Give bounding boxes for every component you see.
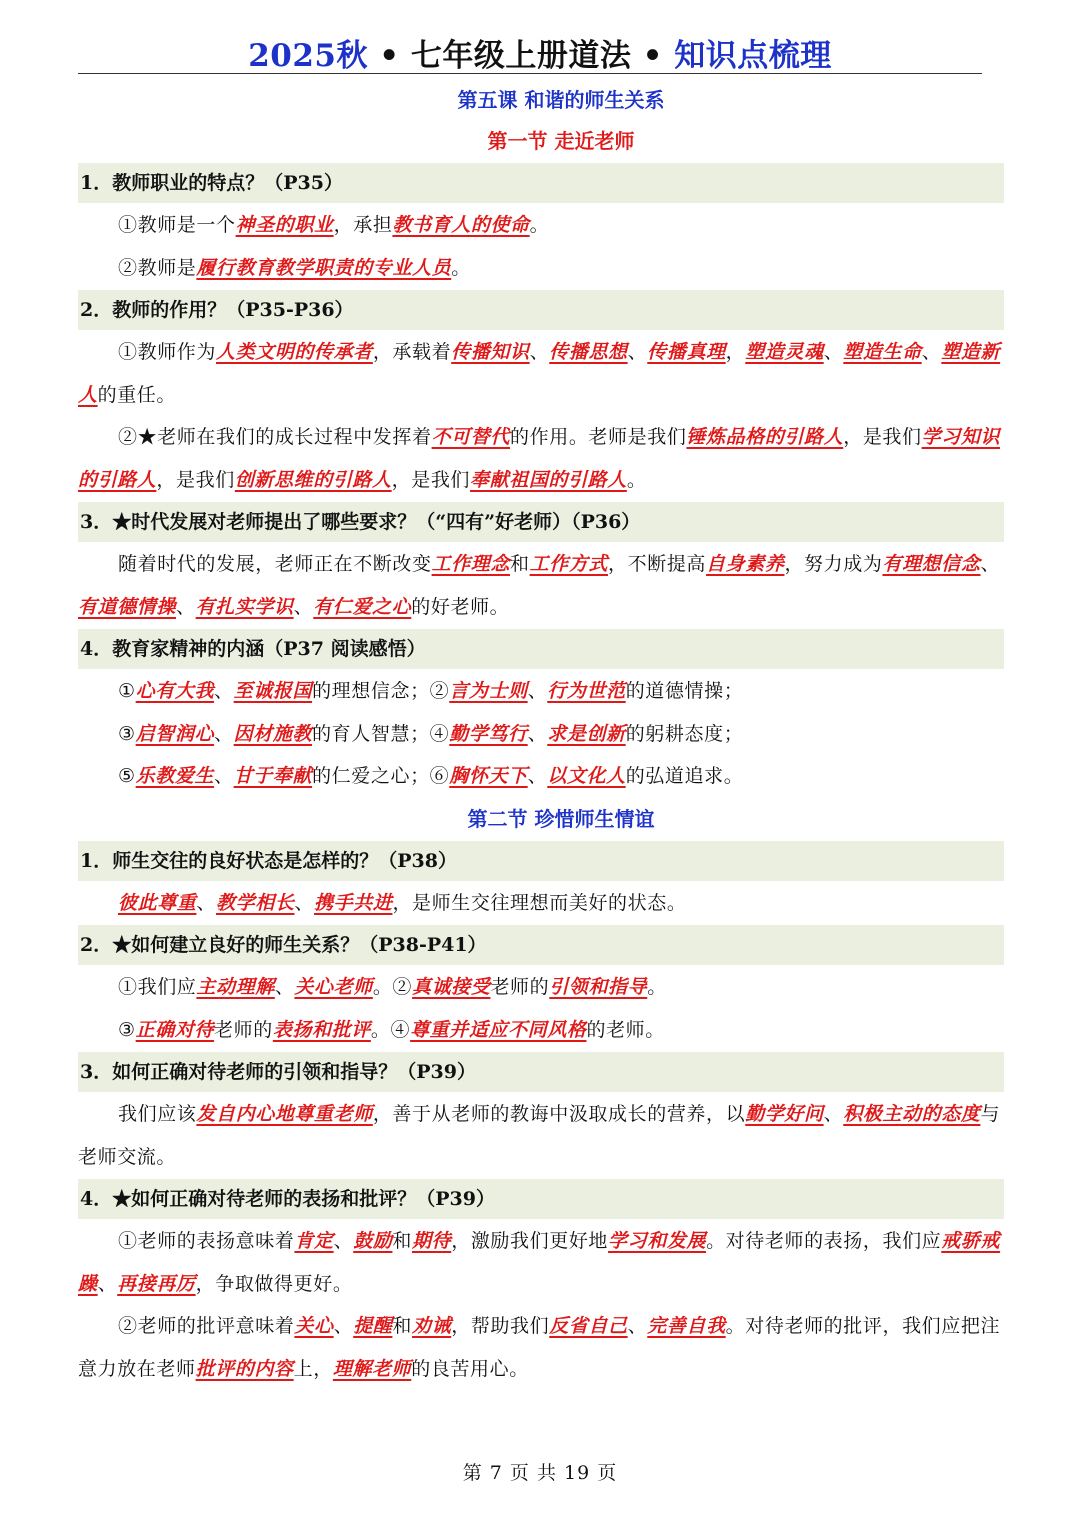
answer-paragraph: [78, 966, 1004, 1009]
text-run: 。: [529, 214, 550, 236]
keyword: 关心老师: [294, 976, 373, 998]
text-run: 。④: [370, 1018, 411, 1041]
text-run: ，帮助我们: [451, 1315, 550, 1337]
text-run: 老师的: [214, 1018, 273, 1041]
keyword: 反省自己: [549, 1315, 628, 1337]
keyword: 完善自我: [647, 1315, 726, 1337]
keyword: 塑造灵魂: [745, 341, 824, 363]
keyword: 学习和发展: [608, 1230, 707, 1252]
keyword: 神圣的职业: [235, 214, 334, 236]
text-run: ，不断提高: [608, 553, 707, 575]
text-run: 。: [451, 256, 471, 279]
title-separator: •: [631, 38, 675, 74]
text-run: 、: [214, 765, 234, 787]
keyword: 勤学笃行: [449, 722, 528, 745]
sections-container: [78, 120, 1004, 1390]
keyword: 奉献祖国的引路人: [470, 468, 627, 491]
keyword: 正确对待: [135, 1018, 215, 1041]
text-run: 的弘道追求。: [625, 765, 744, 787]
answer-paragraph: [78, 1009, 1004, 1052]
text-run: ②老师的批评意味着: [118, 1315, 295, 1337]
text-run: 、: [627, 1315, 648, 1337]
keyword: 有道德情操: [78, 595, 177, 618]
answer-paragraph: [78, 755, 1004, 798]
question-heading: 4．教育家精神的内涵（P37 阅读感悟）: [78, 629, 1004, 669]
text-run: ③: [118, 1018, 136, 1041]
keyword: 因材施教: [233, 722, 313, 745]
text-run: 、: [333, 1315, 354, 1337]
text-run: ①教师是一个: [118, 214, 236, 236]
text-run: ，承载着: [372, 341, 452, 363]
text-run: ，是师生交往理想而美好的状态。: [392, 891, 687, 914]
keyword: 胸怀天下: [449, 765, 528, 787]
text-run: 的育人智慧；④: [312, 722, 450, 745]
title-topic: 知识点梳理: [674, 38, 832, 74]
text-run: 和: [510, 553, 530, 575]
answer-paragraph: [78, 713, 1004, 756]
text-run: 、: [176, 595, 196, 618]
page-footer: 第 7 页 共 19 页: [462, 1462, 618, 1484]
text-run: 的道德情操；: [625, 680, 744, 702]
text-run: ③: [118, 722, 136, 745]
question-heading: 3．★时代发展对老师提出了哪些要求？（“四有”好老师）（P36）: [78, 502, 1004, 542]
keyword: 以文化人: [547, 765, 626, 787]
keyword: 言为士则: [449, 680, 528, 702]
keyword: 主动理解: [196, 976, 275, 998]
answer-paragraph: [78, 331, 1004, 416]
text-run: 。: [626, 468, 647, 491]
text-run: 、: [980, 553, 1001, 575]
keyword: 创新思维的引路人: [234, 468, 392, 491]
keyword: 人类文明的传承者: [216, 341, 373, 363]
keyword: 甘于奉献: [233, 765, 313, 787]
text-run: ，争取做得更好。: [195, 1272, 353, 1295]
text-run: 、: [529, 341, 550, 363]
text-run: ，激励我们更好地: [451, 1230, 609, 1252]
keyword: 再接再厉: [117, 1272, 196, 1295]
keyword: 携手共进: [314, 891, 393, 914]
text-run: ，是我们: [843, 426, 922, 448]
question-heading: 4．★如何正确对待老师的表扬和批评？（P39）: [78, 1179, 1004, 1219]
text-run: 、: [274, 976, 295, 998]
text-run: 、: [627, 341, 648, 363]
keyword: 引领和指导: [549, 976, 648, 998]
answer-paragraph: [78, 1305, 1004, 1390]
answer-paragraph: [78, 1220, 1004, 1305]
keyword: 勤学好问: [745, 1103, 824, 1125]
answer-paragraph: [78, 247, 1004, 290]
document-body: [78, 80, 1004, 1390]
keyword: 鼓励: [353, 1230, 393, 1252]
keyword: 行为世范: [547, 680, 626, 702]
text-run: 和: [392, 1230, 413, 1252]
text-run: 、: [196, 891, 217, 914]
text-run: 的理想信念；②: [312, 680, 450, 702]
text-run: 。对待老师的批评，我们应把注意力放在老师: [78, 1315, 1001, 1380]
answer-paragraph: [78, 1093, 1004, 1178]
question-heading: 2．★如何建立良好的师生关系？（P38-P41）: [78, 925, 1004, 965]
text-run: 。②: [372, 976, 413, 998]
keyword: 肯定: [294, 1230, 334, 1252]
text-run: 的仁爱之心；⑥: [312, 765, 450, 787]
answer-paragraph: [78, 670, 1004, 713]
keyword: 塑造新人: [78, 341, 1001, 406]
text-run: 老师的: [490, 976, 550, 998]
keyword: 不可替代: [431, 426, 511, 448]
text-run: 、: [293, 595, 314, 618]
keyword: 有扎实学识: [195, 595, 294, 618]
keyword: 工作理念: [431, 553, 511, 575]
text-run: 、: [527, 765, 548, 787]
text-run: 、: [214, 680, 234, 702]
text-run: 的良苦用心。: [411, 1357, 529, 1380]
page-title: [0, 30, 1080, 75]
text-run: 、: [921, 341, 942, 363]
text-run: 与老师交流。: [78, 1103, 1001, 1168]
keyword: 启智润心: [135, 722, 215, 745]
title-subject: 七年级上册道法: [410, 38, 632, 74]
keyword: 求是创新: [547, 722, 626, 745]
keyword: 真诚接受: [412, 976, 491, 998]
text-run: 的重任。: [97, 383, 177, 406]
text-run: 、: [527, 680, 548, 702]
text-run: ①我们应: [118, 976, 197, 998]
keyword: 理解老师: [332, 1357, 412, 1380]
text-run: 上，: [293, 1357, 333, 1380]
keyword: 期待: [412, 1230, 452, 1252]
text-run: ，是我们: [391, 468, 471, 491]
keyword: 戒骄戒躁: [78, 1230, 1001, 1295]
answer-paragraph: [78, 416, 1004, 501]
text-run: ①: [118, 680, 136, 702]
text-run: 。对待老师的表扬，我们应: [706, 1230, 942, 1252]
keyword: 传播真理: [647, 341, 726, 363]
text-run: 、: [97, 1272, 118, 1295]
text-run: 的老师。: [586, 1018, 665, 1041]
text-run: ，努力成为: [784, 553, 883, 575]
text-run: 的好老师。: [411, 595, 510, 618]
keyword: 至诚报国: [233, 680, 313, 702]
text-run: 和: [392, 1315, 413, 1337]
keyword: 自身素养: [706, 553, 785, 575]
keyword: 传播思想: [549, 341, 628, 363]
keyword: 教书育人的使命: [392, 214, 530, 236]
title-year: 2025秋: [248, 38, 368, 74]
text-run: 随着时代的发展，老师正在不断改变: [118, 553, 432, 575]
text-run: 、: [294, 891, 315, 914]
keyword: 乐教爱生: [135, 765, 215, 787]
keyword: 锤炼品格的引路人: [686, 426, 844, 448]
lesson-title: 第五课 和谐的师生关系: [457, 88, 665, 112]
answer-paragraph: [78, 543, 1004, 628]
keyword: 履行教育教学职责的专业人员: [196, 256, 452, 279]
answer-paragraph: [78, 204, 1004, 247]
text-run: ，善于从老师的教诲中汲取成长的营养，以: [372, 1103, 746, 1125]
question-heading: 1．教师职业的特点？（P35）: [78, 163, 1004, 203]
keyword: 劝诫: [412, 1315, 452, 1337]
answer-paragraph: [78, 882, 1004, 925]
keyword: 发自内心地尊重老师: [196, 1103, 373, 1125]
section-title: 第二节 珍惜师生情谊: [467, 806, 655, 831]
keyword: 表扬和批评: [272, 1018, 371, 1041]
keyword: 提醒: [353, 1315, 393, 1337]
text-run: ②教师是: [118, 256, 197, 279]
title-divider: [78, 73, 982, 74]
question-heading: 1．师生交往的良好状态是怎样的？（P38）: [78, 841, 1004, 881]
text-run: ②★老师在我们的成长过程中发挥着: [118, 426, 432, 448]
question-heading: 2．教师的作用？（P35-P36）: [78, 290, 1004, 330]
text-run: ，承担: [333, 214, 393, 236]
keyword: 工作方式: [529, 553, 609, 575]
keyword: 有仁爱之心: [313, 595, 412, 618]
text-run: 的躬耕态度；: [625, 722, 744, 745]
text-run: 的作用。老师是我们: [510, 426, 687, 448]
question-heading: 3．如何正确对待老师的引领和指导？（P39）: [78, 1052, 1004, 1092]
text-run: ，是我们: [156, 468, 235, 491]
text-run: 、: [823, 1103, 844, 1125]
keyword: 彼此尊重: [118, 891, 197, 914]
keyword: 教学相长: [216, 891, 295, 914]
text-run: 我们应该: [118, 1103, 197, 1125]
keyword: 关心: [294, 1315, 334, 1337]
text-run: 、: [527, 722, 548, 745]
section-title: 第一节 走近老师: [487, 129, 635, 153]
text-run: 、: [214, 722, 234, 745]
keyword: 批评的内容: [195, 1357, 294, 1380]
keyword: 心有大我: [135, 680, 215, 702]
title-separator: •: [367, 38, 411, 74]
keyword: 尊重并适应不同风格: [410, 1018, 587, 1041]
keyword: 塑造生命: [843, 341, 922, 363]
text-run: ⑤: [118, 765, 136, 787]
text-run: ①教师作为: [118, 341, 217, 363]
text-run: 。: [647, 976, 667, 998]
keyword: 传播知识: [451, 341, 530, 363]
text-run: ，: [725, 341, 746, 363]
keyword: 有理想信念: [882, 553, 981, 575]
text-run: ①老师的表扬意味着: [118, 1230, 295, 1252]
text-run: 、: [333, 1230, 354, 1252]
keyword: 学习知识的引路人: [78, 426, 1001, 491]
keyword: 积极主动的态度: [843, 1103, 981, 1125]
text-run: 、: [823, 341, 844, 363]
